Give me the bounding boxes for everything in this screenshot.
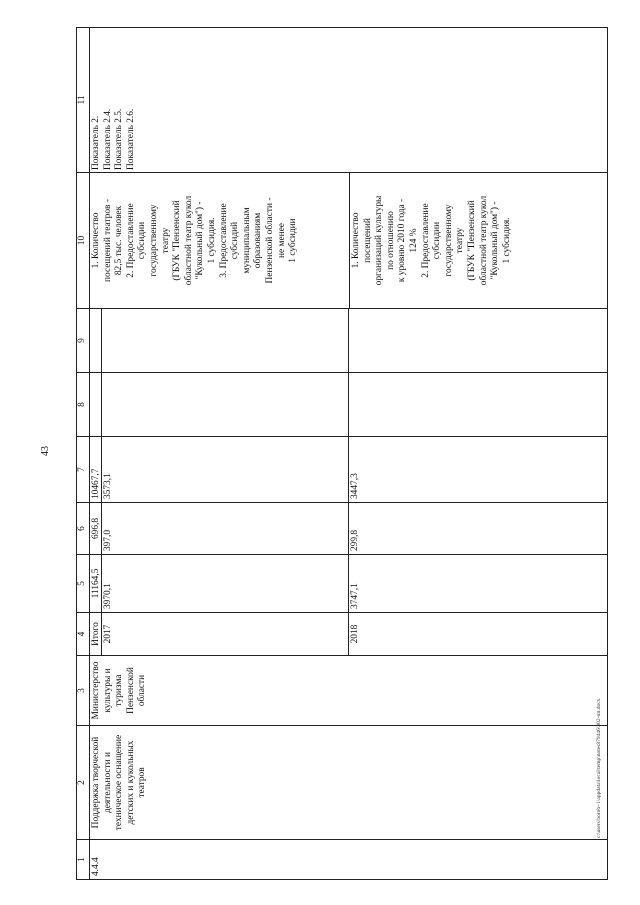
- result-line: 1 субсидия.: [501, 217, 512, 264]
- indicator-line: Показатель 2.5.: [114, 108, 125, 170]
- program-table: [76, 27, 608, 880]
- header-cell: 10: [77, 173, 90, 309]
- result-line: "Кукольный дом") -: [490, 201, 501, 280]
- header-cell: 1: [77, 840, 90, 880]
- col5-cell: [90, 555, 608, 613]
- indicator-line: Показатель 2.6.: [125, 108, 136, 170]
- col5-2017: 3970,1: [102, 555, 349, 612]
- row-number: 4.4.4: [90, 840, 608, 880]
- col9-2018: [349, 309, 607, 372]
- result-line: посещений: [362, 218, 373, 263]
- result-line: к уровню 2010 года -: [397, 198, 408, 283]
- year-cell: [90, 613, 608, 656]
- header-cell: 2: [77, 726, 90, 840]
- result-line: организаций культуры: [374, 195, 385, 286]
- col9-2017: [102, 309, 349, 372]
- col8-2018: [349, 373, 607, 436]
- result-line: посещений театров -: [102, 199, 113, 282]
- result-line: 1. Количество: [91, 212, 101, 269]
- result-line: субсидий: [230, 221, 241, 260]
- result-line: (ГБУК "Пензенский: [172, 200, 183, 281]
- header-cell: 3: [77, 656, 90, 726]
- result-line: по отношению: [385, 211, 396, 270]
- results-cell: [90, 173, 608, 309]
- indicator-line: Показатель 2.: [91, 115, 101, 170]
- executor-cell: Министерство культуры и туризма Пензенской области: [90, 656, 608, 726]
- activity-name: Поддержка творческой деятельности и техническое оснащение детских и кукольных театров: [90, 726, 608, 840]
- indicator-line: Показатель 2.4.: [102, 108, 113, 170]
- header-cell: 7: [77, 437, 90, 503]
- table-row: [90, 28, 608, 880]
- result-line: 82,5 тыс. человек: [114, 205, 125, 276]
- result-line: 1 субсидии: [288, 218, 299, 263]
- result-line: областной театр кукол: [183, 195, 194, 286]
- footer-file-path: c:\users\borob~1\appdata\local\temp\notes879446\302-пп.docx: [596, 698, 602, 838]
- col5-2018: 3747,1: [350, 583, 360, 609]
- result-line: 2. Предоставление: [420, 203, 431, 278]
- col6-2017: 397,0: [102, 503, 349, 554]
- result-line: 3. Предоставление: [218, 203, 229, 278]
- result-line: (ГБУК "Пензенский: [466, 200, 477, 281]
- col9-total: [90, 309, 102, 372]
- page-number: 43: [40, 446, 51, 456]
- result-line: театру: [455, 227, 466, 254]
- col8-cell: [90, 373, 608, 437]
- header-cell: 9: [77, 309, 90, 373]
- header-cell: 5: [77, 555, 90, 613]
- results-2018: [350, 173, 607, 308]
- result-line: театру: [160, 227, 171, 254]
- result-line: "Кукольный дом") -: [195, 201, 206, 280]
- result-line: не менее: [276, 223, 287, 258]
- year-2018: 2018: [350, 624, 360, 644]
- col7-cell: [90, 437, 608, 503]
- rotated-table-page: [76, 28, 608, 880]
- indicators-cell: [90, 28, 608, 173]
- result-line: субсидии: [432, 221, 443, 260]
- header-cell: 8: [77, 373, 90, 437]
- results-2017: [90, 173, 350, 308]
- result-line: государственному: [148, 204, 159, 277]
- col5-total: 11164,5: [90, 555, 102, 612]
- result-line: образованиям: [253, 212, 264, 269]
- col6-cell: [90, 503, 608, 555]
- col8-2017: [102, 373, 349, 436]
- col7-2017: 3573,1: [102, 437, 349, 502]
- result-line: 1. Количество: [351, 212, 361, 269]
- result-line: государственному: [443, 204, 454, 277]
- year-2017: 2017: [102, 613, 349, 655]
- header-cell: 11: [77, 28, 90, 173]
- col8-total: [90, 373, 102, 436]
- col9-cell: [90, 309, 608, 373]
- header-row: [77, 28, 90, 880]
- header-cell: 6: [77, 503, 90, 555]
- result-line: областной театр кукол: [478, 195, 489, 286]
- col7-2018: 3447,3: [350, 473, 360, 499]
- result-line: Пензенской области -: [264, 197, 275, 284]
- result-line: муниципальным: [241, 207, 252, 274]
- col6-total: 696,8: [90, 503, 102, 554]
- header-cell: 4: [77, 613, 90, 656]
- year-total: Итого: [90, 613, 102, 655]
- col6-2018: 299,8: [350, 529, 360, 551]
- col7-total: 10467,7: [90, 437, 102, 502]
- result-line: субсидии: [137, 221, 148, 260]
- result-line: 1 субсидия.: [206, 217, 217, 264]
- result-line: 2. Предоставление: [125, 203, 136, 278]
- result-line: 124 %: [408, 228, 419, 253]
